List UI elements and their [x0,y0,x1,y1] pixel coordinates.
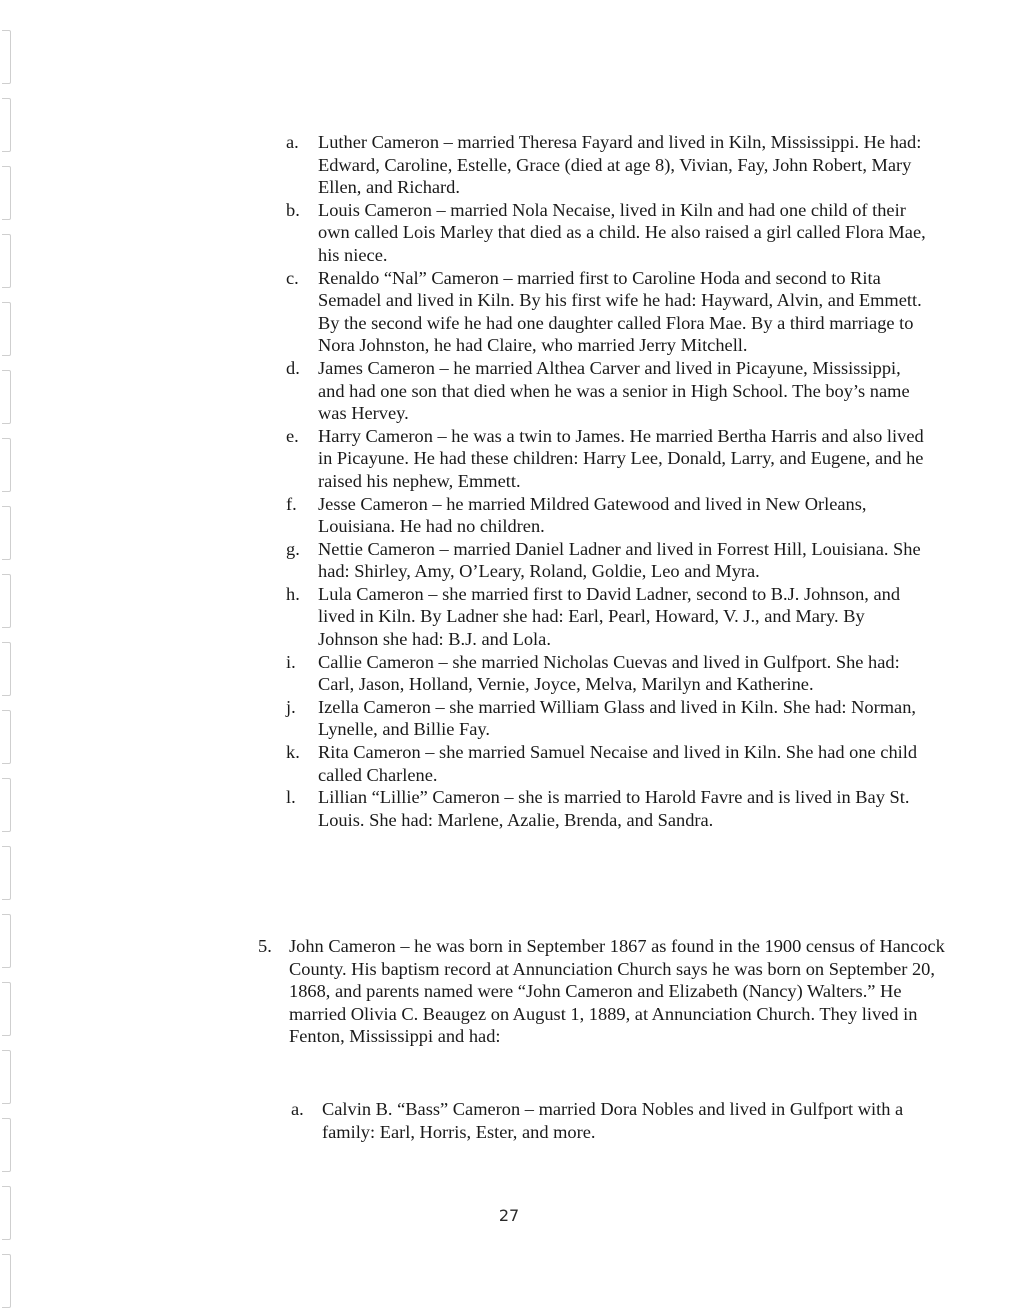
list-marker: l. [286,787,296,808]
list-item-text: Rita Cameron – she married Samuel Necaise and lived in Kiln. She had one child called Charlene. [318,742,918,785]
list-item-text: Lula Cameron – she married first to David Ladner, second to B.J. Johnson, and lived in Kiln. By Ladner she had: Earl, Pearl, Howard, V. J., and Mary. By Johnson she had: B.J. and Lola. [318,583,901,650]
list-marker: c. [286,267,299,288]
children-list [286,131,926,831]
page-number: 27 [498,1206,520,1225]
list-item [286,583,926,651]
list-item-text: Lillian “Lillie” Cameron – she is married to Harold Favre and is lived in Bay St. Louis. She had: Marlene, Azalie, Brenda, and Sandra. [318,787,910,830]
list-item [286,493,926,538]
list-marker: k. [286,742,300,763]
list-item [286,199,926,267]
list-item-text: Izella Cameron – she married William Glass and lived in Kiln. She had: Norman, Lynelle, and Billie Fay. [318,696,917,740]
list-marker: g. [286,538,300,559]
list-marker: e. [286,425,299,446]
numbered-entry-john-cameron [258,935,959,1048]
list-marker: h. [286,583,300,604]
list-item [286,425,926,493]
list-item [286,357,926,425]
list-item [286,538,926,583]
list-item-text: Louis Cameron – married Nola Necaise, lived in Kiln and had one child of their own called Lois Marley that died as a child. He also raised a girl called Flora Mae, his niece. [318,199,926,265]
list-item-text: Callie Cameron – she married Nicholas Cuevas and lived in Gulfport. She had: Carl, Jason, Holland, Vernie, Joyce, Melva, Marilyn and Katherine. [318,651,900,695]
list-item-text: Nettie Cameron – married Daniel Ladner and lived in Forrest Hill, Louisiana. She had: Shirley, Amy, O’Leary, Roland, Goldie, Leo and Myra. [318,538,921,582]
list-item-text: Renaldo “Nal” Cameron – married first to Caroline Hoda and second to Rita Semadel and lived in Kiln. By his first wife he had: Hayward, Alvin, and Emmett. By the second wife he had one daughter called Flora Mae. By a third marriage to Nora Johnston, he had Claire, who married Jerry Mitchell. [318,267,922,356]
entry-text: John Cameron – he was born in September 1867 as found in the 1900 census of Hancock County. His baptism record at Annunciation Church says he was born on September 20, 1868, and parents named were “John Cameron and Elizabeth (Nancy) Walters.” He married Olivia C. Beaugez on August 1, 1889, at Annunciation Church. They lived in Fenton, Mississippi and had: [289,936,945,1047]
list-item-text: James Cameron – he married Althea Carver and lived in Picayune, Mississippi, and had one son that died when he was a senior in High School. The boy’s name was Hervey. [318,357,910,424]
list-item [286,786,926,831]
list-marker: d. [286,357,300,378]
list-item [291,1098,911,1143]
list-marker: i. [286,651,296,672]
list-marker: a. [286,132,299,152]
list-marker: a. [291,1099,304,1119]
list-item [286,696,926,741]
list-item [286,131,926,199]
list-item [286,741,926,786]
list-marker: f. [286,493,297,514]
list-item-text: Luther Cameron – married Theresa Fayard and lived in Kiln, Mississippi. He had: Edward, Caroline, Estelle, Grace (died at age 8), Vivian, Fay, John Robert, Mary Ellen, and Richard. [318,132,922,198]
list-item-text: Jesse Cameron – he married Mildred Gatewood and lived in New Orleans, Louisiana. He had no children. [318,493,867,537]
list-item [286,267,926,357]
john-children-list [291,1098,911,1143]
list-item-text: Calvin B. “Bass” Cameron – married Dora Nobles and lived in Gulfport with a family: Earl, Horris, Ester, and more. [322,1099,904,1142]
list-marker: b. [286,199,300,220]
list-marker: j. [286,696,296,717]
entry-number: 5. [258,936,272,956]
list-item [286,651,926,696]
list-item-text: Harry Cameron – he was a twin to James. He married Bertha Harris and also lived in Picayune. He had these children: Harry Lee, Donald, Larry, and Eugene, and he raised his nephew, Emmett. [318,425,924,491]
